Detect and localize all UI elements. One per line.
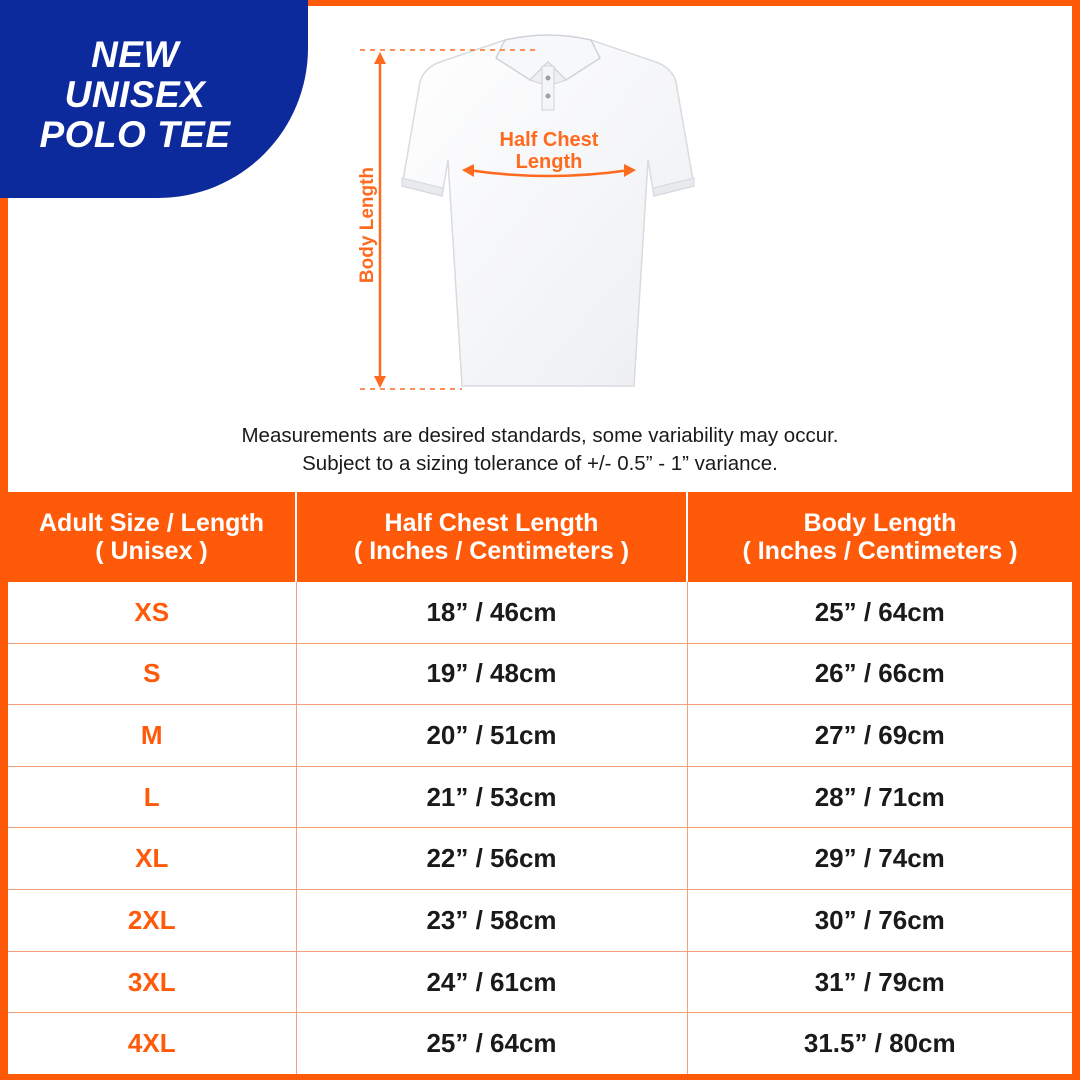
badge-line-3: POLO TEE [39,114,231,155]
size-cell: 4XL [8,1013,296,1074]
body-length-label: Body Length [357,166,378,284]
tolerance-note: Subject to a sizing tolerance of +/- 0.5” - 1” variance. [302,452,778,475]
chest-cell: 19” / 48cm [296,643,687,705]
size-cell: 3XL [8,951,296,1013]
body-cell: 31.5” / 80cm [803,1028,956,1059]
header-chest-line2: ( Inches / Centimeters ) [353,537,630,565]
badge-line-1: NEW [91,34,179,75]
table-header-row [8,492,1072,582]
body-cell: 25” / 64cm [687,582,1072,643]
header-size [8,492,296,582]
body-cell: 28” / 71cm [687,766,1072,828]
table-row [8,828,1072,890]
table-row [8,951,1072,1013]
table-row [8,1013,1072,1074]
size-cell: L [8,766,296,828]
chest-cell: 20” / 51cm [296,705,687,767]
chest-cell: 24” / 61cm [296,951,687,1013]
header-chest [296,492,687,582]
polo-shirt-image [402,35,694,386]
chest-cell: 18” / 46cm [296,582,687,643]
header-size-line2: ( Unisex ) [95,537,208,565]
chest-cell: 25” / 64cm [296,1013,687,1074]
body-cell: 29” / 74cm [687,828,1072,890]
body-cell: 27” / 69cm [687,705,1072,767]
size-cell: S [8,643,296,705]
chest-cell: 22” / 56cm [296,828,687,890]
header-body-line1: Body Length [803,509,957,537]
header-size-line1: Adult Size / Length [39,509,264,537]
chest-label-line-1: Half Chest [499,129,599,151]
size-cell: M [8,705,296,767]
size-chart-table [8,492,1072,1074]
measurement-note: Measurements are desired standards, some variability may occur. [241,424,839,447]
table-row [8,582,1072,643]
header-body-line2: ( Inches / Centimeters ) [742,537,1018,565]
chest-label-line-2: Length [515,151,583,173]
size-cell: XS [8,582,296,643]
body-cell: 26” / 66cm [687,643,1072,705]
size-cell: 2XL [8,890,296,952]
table-row [8,890,1072,952]
badge-line-2: UNISEX [64,74,206,115]
body-cell: 31” / 79cm [687,951,1072,1013]
chest-cell: 23” / 58cm [296,890,687,952]
header-body [687,492,1072,582]
header-chest-line1: Half Chest Length [384,509,599,537]
table-row [8,766,1072,828]
chest-cell: 21” / 53cm [296,766,687,828]
table-row [8,705,1072,767]
body-cell: 30” / 76cm [687,890,1072,952]
table-row [8,643,1072,705]
size-cell: XL [8,828,296,890]
